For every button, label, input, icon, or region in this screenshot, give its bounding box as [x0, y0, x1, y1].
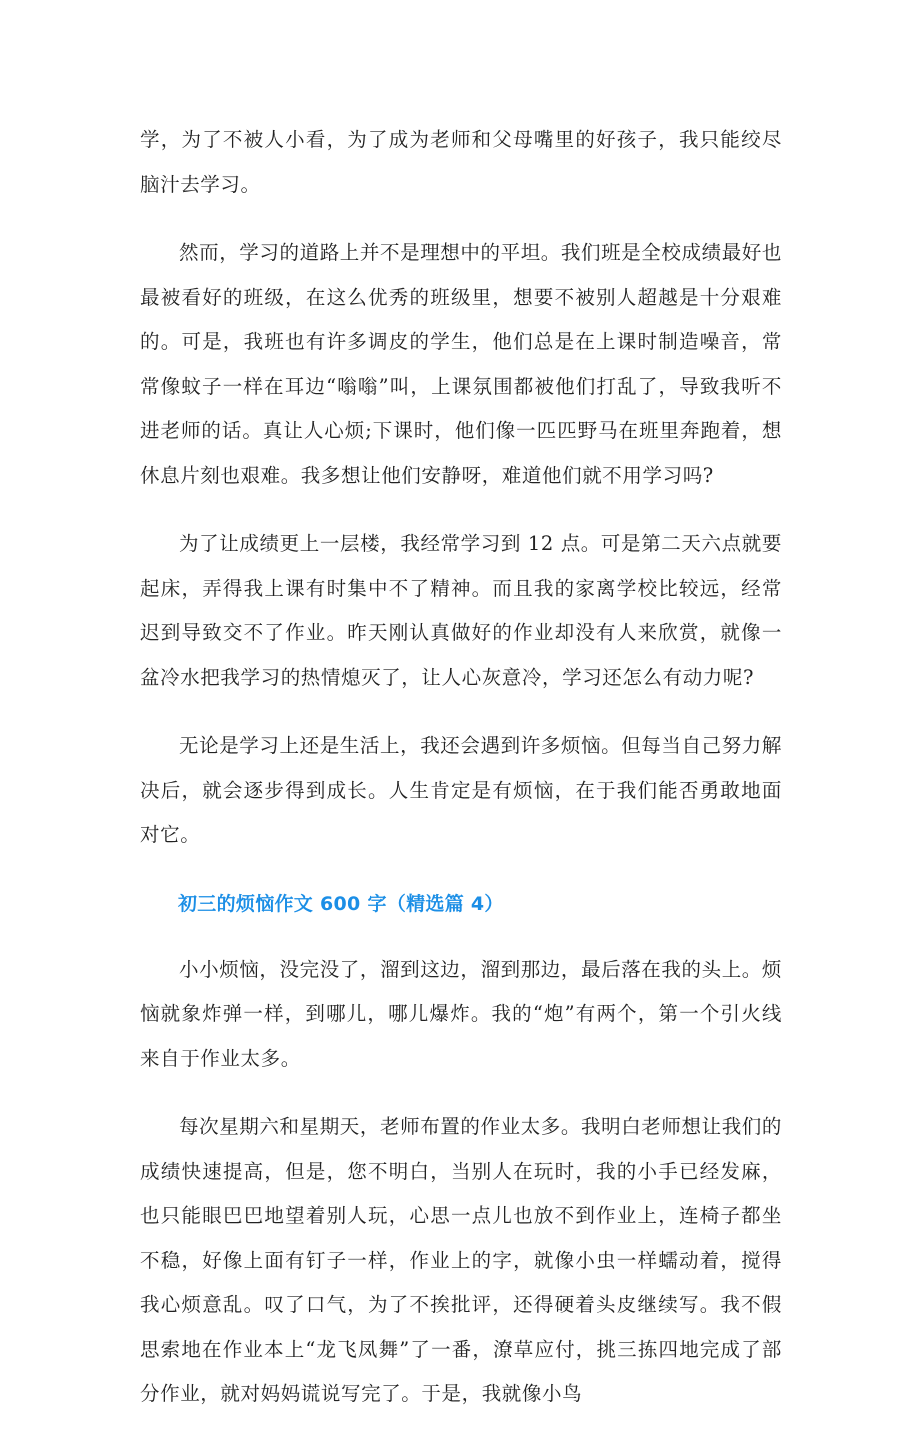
document-page — [140, 118, 782, 1441]
paragraph: 每次星期六和星期天，老师布置的作业太多。我明白老师想让我们的成绩快速提高，但是，您不明白，当别人在玩时，我的小手已经发麻，也只能眼巴巴地望着别人玩，心思一点儿也放不到作业上，连椅子都坐不稳，好像上面有钉子一样，作业上的字，就像小虫一样蠕动着，搅得我心烦意乱。叹了口气，为了不挨批评，还得硬着头皮继续写。我不假思索地在作业本上“龙飞凤舞”了一番，潦草应付，挑三拣四地完成了部分作业，就对妈妈谎说写完了。于是，我就像小鸟 — [140, 1115, 783, 1405]
paragraph: 学，为了不被人小看，为了成为老师和父母嘴里的好孩子，我只能绞尽脑汁去学习。 — [140, 128, 782, 196]
paragraph: 然而，学习的道路上并不是理想中的平坦。我们班是全校成绩最好也最被看好的班级，在这么优秀的班级里，想要不被别人超越是十分艰难的。可是，我班也有许多调皮的学生，他们总是在上课时制造噪音，常常像蚊子一样在耳边“嗡嗡”叫，上课氛围都被他们打乱了，导致我听不进老师的话。真让人心烦;下课时，他们像一匹匹野马在班里奔跑着，想休息片刻也艰难。我多想让他们安静呀，难道他们就不用学习吗? — [140, 241, 783, 487]
section-heading: 初三的烦恼作文 600 字（精选篇 4） — [178, 892, 504, 915]
paragraph: 无论是学习上还是生活上，我还会遇到许多烦恼。但每当自己努力解决后，就会逐步得到成长。人生肯定是有烦恼，在于我们能否勇敢地面对它。 — [140, 734, 783, 846]
paragraph: 为了让成绩更上一层楼，我经常学习到 12 点。可是第二天六点就要起床，弄得我上课有时集中不了精神。而且我的家离学校比较远，经常迟到导致交不了作业。昨天刚认真做好的作业却没有人来欣赏，就像一盆冷水把我学习的热情熄灭了，让人心灰意冷，学习还怎么有动力呢? — [140, 532, 782, 689]
paragraph: 小小烦恼，没完没了，溜到这边，溜到那边，最后落在我的头上。烦恼就象炸弹一样，到哪儿，哪儿爆炸。我的“炮”有两个，第一个引火线来自于作业太多。 — [140, 957, 783, 1070]
